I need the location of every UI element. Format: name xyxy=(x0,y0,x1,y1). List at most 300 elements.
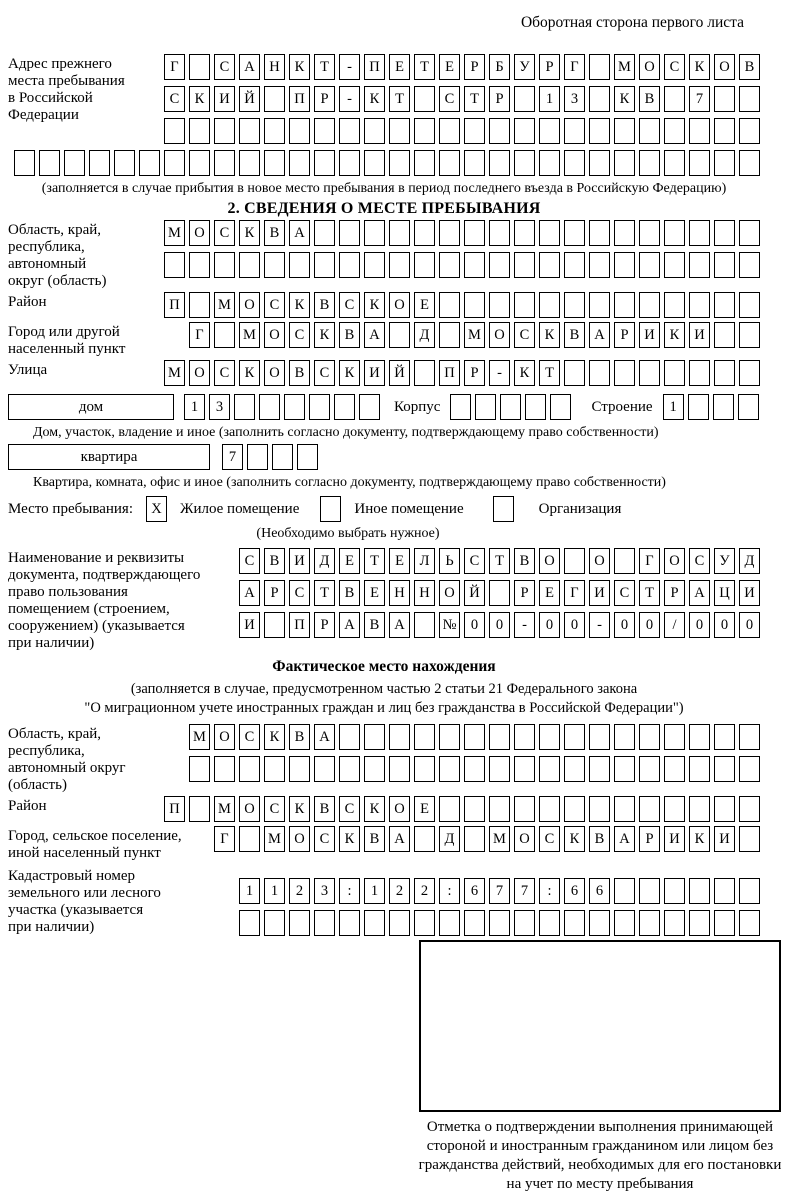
char-cell[interactable] xyxy=(289,252,310,278)
char-cell[interactable] xyxy=(489,724,510,750)
char-cell[interactable] xyxy=(189,796,210,822)
char-cell[interactable]: Г xyxy=(564,580,585,606)
char-cell[interactable]: Ц xyxy=(714,580,735,606)
char-cell[interactable] xyxy=(450,394,471,420)
char-cell[interactable] xyxy=(39,150,60,176)
char-cell[interactable] xyxy=(475,394,496,420)
char-cell[interactable]: 7 xyxy=(222,444,243,470)
char-cell[interactable]: 2 xyxy=(414,878,435,904)
char-cell[interactable]: 6 xyxy=(464,878,485,904)
char-cell[interactable] xyxy=(664,252,685,278)
char-cell[interactable]: У xyxy=(714,548,735,574)
char-cell[interactable] xyxy=(539,910,560,936)
char-cell[interactable]: О xyxy=(539,548,560,574)
char-cell[interactable] xyxy=(550,394,571,420)
char-cell[interactable] xyxy=(264,910,285,936)
char-cell[interactable] xyxy=(739,220,760,246)
char-cell[interactable] xyxy=(539,150,560,176)
char-cell[interactable]: М xyxy=(164,220,185,246)
char-cell[interactable]: Г xyxy=(164,54,185,80)
char-cell[interactable] xyxy=(539,724,560,750)
char-cell[interactable] xyxy=(688,394,709,420)
char-cell[interactable] xyxy=(614,796,635,822)
char-cell[interactable]: К xyxy=(564,826,585,852)
char-cell[interactable] xyxy=(664,150,685,176)
char-cell[interactable] xyxy=(164,150,185,176)
char-cell[interactable] xyxy=(714,756,735,782)
char-cell[interactable]: 1 xyxy=(364,878,385,904)
char-cell[interactable]: И xyxy=(689,322,710,348)
char-cell[interactable]: С xyxy=(264,796,285,822)
char-cell[interactable]: 7 xyxy=(689,86,710,112)
char-cell[interactable] xyxy=(364,252,385,278)
char-cell[interactable]: В xyxy=(314,292,335,318)
char-cell[interactable]: В xyxy=(514,548,535,574)
char-cell[interactable] xyxy=(189,292,210,318)
char-cell[interactable]: Д xyxy=(414,322,435,348)
char-cell[interactable] xyxy=(514,756,535,782)
char-cell[interactable]: К xyxy=(614,86,635,112)
char-cell[interactable]: 1 xyxy=(539,86,560,112)
char-cell[interactable]: С xyxy=(214,360,235,386)
char-cell[interactable] xyxy=(739,878,760,904)
char-cell[interactable] xyxy=(489,292,510,318)
char-cell[interactable] xyxy=(239,826,260,852)
char-cell[interactable]: 0 xyxy=(539,612,560,638)
char-cell[interactable]: В xyxy=(264,220,285,246)
char-cell[interactable] xyxy=(589,54,610,80)
char-cell[interactable]: С xyxy=(289,322,310,348)
char-cell[interactable] xyxy=(339,118,360,144)
char-cell[interactable] xyxy=(64,150,85,176)
char-cell[interactable] xyxy=(239,756,260,782)
char-cell[interactable] xyxy=(664,86,685,112)
char-cell[interactable] xyxy=(639,220,660,246)
char-cell[interactable]: О xyxy=(264,322,285,348)
char-cell[interactable]: С xyxy=(664,54,685,80)
char-cell[interactable] xyxy=(564,252,585,278)
char-cell[interactable]: - xyxy=(489,360,510,386)
char-cell[interactable] xyxy=(289,756,310,782)
char-cell[interactable]: Н xyxy=(389,580,410,606)
char-cell[interactable] xyxy=(247,444,268,470)
char-cell[interactable]: О xyxy=(389,796,410,822)
char-cell[interactable]: 0 xyxy=(739,612,760,638)
char-cell[interactable]: Р xyxy=(464,54,485,80)
char-cell[interactable] xyxy=(564,118,585,144)
char-cell[interactable] xyxy=(389,220,410,246)
char-cell[interactable] xyxy=(489,118,510,144)
char-cell[interactable]: Д xyxy=(314,548,335,574)
char-cell[interactable] xyxy=(614,910,635,936)
char-cell[interactable] xyxy=(589,150,610,176)
char-cell[interactable]: С xyxy=(614,580,635,606)
char-cell[interactable]: 0 xyxy=(489,612,510,638)
char-cell[interactable]: В xyxy=(314,796,335,822)
char-cell[interactable] xyxy=(564,360,585,386)
char-cell[interactable]: О xyxy=(239,796,260,822)
char-cell[interactable]: А xyxy=(239,580,260,606)
char-cell[interactable] xyxy=(639,910,660,936)
char-cell[interactable]: 2 xyxy=(289,878,310,904)
char-cell[interactable] xyxy=(514,220,535,246)
char-cell[interactable] xyxy=(739,322,760,348)
char-cell[interactable]: Е xyxy=(389,54,410,80)
char-cell[interactable]: Р xyxy=(539,54,560,80)
char-cell[interactable]: С xyxy=(264,292,285,318)
char-cell[interactable]: О xyxy=(714,54,735,80)
char-cell[interactable] xyxy=(389,322,410,348)
char-cell[interactable]: : xyxy=(339,878,360,904)
char-cell[interactable] xyxy=(464,252,485,278)
char-cell[interactable] xyxy=(614,220,635,246)
char-cell[interactable]: О xyxy=(514,826,535,852)
char-cell[interactable] xyxy=(714,360,735,386)
char-cell[interactable] xyxy=(514,150,535,176)
char-cell[interactable] xyxy=(414,118,435,144)
char-cell[interactable] xyxy=(564,796,585,822)
char-cell[interactable]: С xyxy=(239,724,260,750)
char-cell[interactable]: К xyxy=(264,724,285,750)
char-cell[interactable] xyxy=(738,394,759,420)
char-cell[interactable]: Р xyxy=(264,580,285,606)
char-cell[interactable] xyxy=(614,878,635,904)
char-cell[interactable]: В xyxy=(264,548,285,574)
char-cell[interactable] xyxy=(739,360,760,386)
char-cell[interactable]: Е xyxy=(364,580,385,606)
char-cell[interactable]: В xyxy=(639,86,660,112)
char-cell[interactable] xyxy=(339,756,360,782)
char-cell[interactable] xyxy=(439,220,460,246)
char-cell[interactable] xyxy=(714,724,735,750)
char-cell[interactable] xyxy=(14,150,35,176)
char-cell[interactable] xyxy=(614,252,635,278)
char-cell[interactable]: К xyxy=(239,220,260,246)
char-cell[interactable] xyxy=(309,394,330,420)
char-cell[interactable]: / xyxy=(664,612,685,638)
char-cell[interactable]: А xyxy=(589,322,610,348)
char-cell[interactable]: Р xyxy=(614,322,635,348)
char-cell[interactable]: Т xyxy=(639,580,660,606)
char-cell[interactable]: К xyxy=(339,360,360,386)
char-cell[interactable] xyxy=(389,756,410,782)
char-cell[interactable] xyxy=(339,252,360,278)
char-cell[interactable]: С xyxy=(539,826,560,852)
char-cell[interactable]: И xyxy=(364,360,385,386)
char-cell[interactable]: М xyxy=(214,796,235,822)
char-cell[interactable] xyxy=(314,910,335,936)
char-cell[interactable]: 6 xyxy=(564,878,585,904)
char-cell[interactable] xyxy=(739,292,760,318)
char-cell[interactable] xyxy=(664,118,685,144)
char-cell[interactable] xyxy=(439,322,460,348)
char-cell[interactable]: А xyxy=(614,826,635,852)
char-cell[interactable] xyxy=(614,118,635,144)
char-cell[interactable] xyxy=(439,118,460,144)
char-cell[interactable] xyxy=(514,118,535,144)
char-cell[interactable]: А xyxy=(314,724,335,750)
char-cell[interactable]: П xyxy=(289,86,310,112)
char-cell[interactable]: К xyxy=(364,86,385,112)
char-cell[interactable]: К xyxy=(689,54,710,80)
char-cell[interactable]: 0 xyxy=(639,612,660,638)
char-cell[interactable] xyxy=(314,118,335,144)
char-cell[interactable] xyxy=(364,724,385,750)
char-cell[interactable] xyxy=(614,724,635,750)
char-cell[interactable]: С xyxy=(339,292,360,318)
char-cell[interactable]: М xyxy=(264,826,285,852)
char-cell[interactable] xyxy=(714,86,735,112)
char-cell[interactable]: О xyxy=(189,220,210,246)
char-cell[interactable] xyxy=(739,118,760,144)
char-cell[interactable] xyxy=(500,394,521,420)
char-cell[interactable]: М xyxy=(489,826,510,852)
char-cell[interactable] xyxy=(589,910,610,936)
char-cell[interactable] xyxy=(589,220,610,246)
char-cell[interactable] xyxy=(414,220,435,246)
char-cell[interactable]: П xyxy=(164,796,185,822)
char-cell[interactable]: В xyxy=(589,826,610,852)
char-cell[interactable] xyxy=(714,118,735,144)
char-cell[interactable] xyxy=(664,220,685,246)
char-cell[interactable]: Р xyxy=(664,580,685,606)
char-cell[interactable] xyxy=(689,360,710,386)
char-cell[interactable] xyxy=(714,878,735,904)
char-cell[interactable] xyxy=(489,252,510,278)
char-cell[interactable] xyxy=(714,252,735,278)
char-cell[interactable]: В xyxy=(289,360,310,386)
char-cell[interactable] xyxy=(239,118,260,144)
char-cell[interactable] xyxy=(689,796,710,822)
char-cell[interactable] xyxy=(614,360,635,386)
char-cell[interactable]: Г xyxy=(564,54,585,80)
char-cell[interactable] xyxy=(689,878,710,904)
char-cell[interactable]: Й xyxy=(464,580,485,606)
char-cell[interactable] xyxy=(389,118,410,144)
char-cell[interactable] xyxy=(489,796,510,822)
char-cell[interactable] xyxy=(664,724,685,750)
char-cell[interactable]: - xyxy=(589,612,610,638)
char-cell[interactable] xyxy=(339,910,360,936)
char-cell[interactable] xyxy=(214,322,235,348)
char-cell[interactable]: 1 xyxy=(663,394,684,420)
char-cell[interactable]: 6 xyxy=(589,878,610,904)
char-cell[interactable] xyxy=(464,724,485,750)
char-cell[interactable] xyxy=(689,292,710,318)
char-cell[interactable] xyxy=(289,118,310,144)
char-cell[interactable] xyxy=(414,86,435,112)
char-cell[interactable] xyxy=(639,118,660,144)
char-cell[interactable] xyxy=(689,724,710,750)
char-cell[interactable]: Е xyxy=(389,548,410,574)
char-cell[interactable]: О xyxy=(439,580,460,606)
char-cell[interactable]: И xyxy=(664,826,685,852)
char-cell[interactable] xyxy=(464,292,485,318)
char-cell[interactable]: Н xyxy=(264,54,285,80)
char-cell[interactable] xyxy=(539,252,560,278)
other-premises-checkbox[interactable] xyxy=(320,496,341,522)
char-cell[interactable]: К xyxy=(364,796,385,822)
char-cell[interactable]: К xyxy=(289,292,310,318)
char-cell[interactable] xyxy=(264,756,285,782)
char-cell[interactable]: С xyxy=(339,796,360,822)
char-cell[interactable]: У xyxy=(514,54,535,80)
char-cell[interactable] xyxy=(539,292,560,318)
char-cell[interactable] xyxy=(714,796,735,822)
char-cell[interactable]: Н xyxy=(414,580,435,606)
char-cell[interactable] xyxy=(514,724,535,750)
char-cell[interactable] xyxy=(189,118,210,144)
char-cell[interactable] xyxy=(714,910,735,936)
char-cell[interactable]: 7 xyxy=(489,878,510,904)
char-cell[interactable] xyxy=(525,394,546,420)
char-cell[interactable] xyxy=(414,826,435,852)
char-cell[interactable] xyxy=(364,220,385,246)
char-cell[interactable] xyxy=(589,796,610,822)
char-cell[interactable]: С xyxy=(314,360,335,386)
char-cell[interactable] xyxy=(464,756,485,782)
char-cell[interactable]: И xyxy=(639,322,660,348)
char-cell[interactable]: К xyxy=(339,826,360,852)
char-cell[interactable]: В xyxy=(339,322,360,348)
char-cell[interactable] xyxy=(464,826,485,852)
char-cell[interactable] xyxy=(514,292,535,318)
char-cell[interactable]: 0 xyxy=(464,612,485,638)
char-cell[interactable] xyxy=(214,118,235,144)
char-cell[interactable] xyxy=(689,910,710,936)
char-cell[interactable]: С xyxy=(314,826,335,852)
char-cell[interactable] xyxy=(589,292,610,318)
char-cell[interactable] xyxy=(514,252,535,278)
char-cell[interactable] xyxy=(189,756,210,782)
char-cell[interactable]: С xyxy=(214,54,235,80)
char-cell[interactable]: Ь xyxy=(439,548,460,574)
residential-checkbox[interactable]: X xyxy=(146,496,167,522)
char-cell[interactable] xyxy=(284,394,305,420)
char-cell[interactable] xyxy=(589,118,610,144)
char-cell[interactable]: Л xyxy=(414,548,435,574)
char-cell[interactable]: М xyxy=(214,292,235,318)
char-cell[interactable] xyxy=(739,724,760,750)
char-cell[interactable] xyxy=(164,252,185,278)
char-cell[interactable] xyxy=(314,220,335,246)
char-cell[interactable] xyxy=(564,548,585,574)
char-cell[interactable]: Й xyxy=(239,86,260,112)
char-cell[interactable]: А xyxy=(289,220,310,246)
char-cell[interactable] xyxy=(639,756,660,782)
char-cell[interactable]: К xyxy=(514,360,535,386)
char-cell[interactable] xyxy=(364,910,385,936)
char-cell[interactable] xyxy=(664,360,685,386)
char-cell[interactable]: С xyxy=(214,220,235,246)
char-cell[interactable] xyxy=(339,220,360,246)
char-cell[interactable] xyxy=(564,756,585,782)
char-cell[interactable]: П xyxy=(289,612,310,638)
char-cell[interactable] xyxy=(189,252,210,278)
char-cell[interactable]: Т xyxy=(539,360,560,386)
char-cell[interactable]: И xyxy=(739,580,760,606)
char-cell[interactable] xyxy=(539,796,560,822)
char-cell[interactable]: И xyxy=(214,86,235,112)
char-cell[interactable] xyxy=(739,150,760,176)
char-cell[interactable]: И xyxy=(714,826,735,852)
char-cell[interactable]: О xyxy=(239,292,260,318)
char-cell[interactable] xyxy=(639,796,660,822)
char-cell[interactable] xyxy=(564,724,585,750)
char-cell[interactable]: П xyxy=(364,54,385,80)
char-cell[interactable] xyxy=(514,910,535,936)
char-cell[interactable]: Т xyxy=(364,548,385,574)
char-cell[interactable] xyxy=(414,252,435,278)
char-cell[interactable]: С xyxy=(689,548,710,574)
char-cell[interactable] xyxy=(489,150,510,176)
char-cell[interactable] xyxy=(389,150,410,176)
char-cell[interactable]: Е xyxy=(439,54,460,80)
char-cell[interactable] xyxy=(739,86,760,112)
char-cell[interactable]: - xyxy=(339,54,360,80)
char-cell[interactable] xyxy=(639,292,660,318)
char-cell[interactable]: 0 xyxy=(714,612,735,638)
char-cell[interactable]: Е xyxy=(339,548,360,574)
char-cell[interactable]: С xyxy=(439,86,460,112)
char-cell[interactable]: Т xyxy=(464,86,485,112)
char-cell[interactable] xyxy=(739,796,760,822)
char-cell[interactable]: Т xyxy=(314,580,335,606)
char-cell[interactable] xyxy=(414,150,435,176)
char-cell[interactable]: Р xyxy=(314,612,335,638)
char-cell[interactable]: И xyxy=(289,548,310,574)
char-cell[interactable] xyxy=(239,150,260,176)
char-cell[interactable] xyxy=(314,252,335,278)
char-cell[interactable] xyxy=(234,394,255,420)
char-cell[interactable] xyxy=(664,756,685,782)
char-cell[interactable] xyxy=(589,724,610,750)
char-cell[interactable] xyxy=(189,54,210,80)
char-cell[interactable] xyxy=(739,826,760,852)
char-cell[interactable]: А xyxy=(389,826,410,852)
char-cell[interactable]: 3 xyxy=(564,86,585,112)
char-cell[interactable] xyxy=(389,910,410,936)
char-cell[interactable] xyxy=(414,612,435,638)
char-cell[interactable]: К xyxy=(689,826,710,852)
char-cell[interactable]: М xyxy=(164,360,185,386)
char-cell[interactable] xyxy=(639,360,660,386)
char-cell[interactable] xyxy=(272,444,293,470)
organization-checkbox[interactable] xyxy=(493,496,514,522)
char-cell[interactable] xyxy=(289,150,310,176)
char-cell[interactable] xyxy=(614,150,635,176)
char-cell[interactable]: 3 xyxy=(209,394,230,420)
char-cell[interactable]: К xyxy=(314,322,335,348)
char-cell[interactable]: А xyxy=(389,612,410,638)
char-cell[interactable]: О xyxy=(589,548,610,574)
char-cell[interactable] xyxy=(439,252,460,278)
char-cell[interactable] xyxy=(264,118,285,144)
char-cell[interactable] xyxy=(614,292,635,318)
char-cell[interactable] xyxy=(239,910,260,936)
char-cell[interactable]: М xyxy=(614,54,635,80)
char-cell[interactable] xyxy=(614,548,635,574)
char-cell[interactable] xyxy=(289,910,310,936)
char-cell[interactable]: С xyxy=(164,86,185,112)
char-cell[interactable] xyxy=(589,86,610,112)
char-cell[interactable]: 7 xyxy=(514,878,535,904)
char-cell[interactable]: Т xyxy=(414,54,435,80)
char-cell[interactable]: К xyxy=(539,322,560,348)
char-cell[interactable]: М xyxy=(189,724,210,750)
char-cell[interactable]: 2 xyxy=(389,878,410,904)
char-cell[interactable]: - xyxy=(339,86,360,112)
